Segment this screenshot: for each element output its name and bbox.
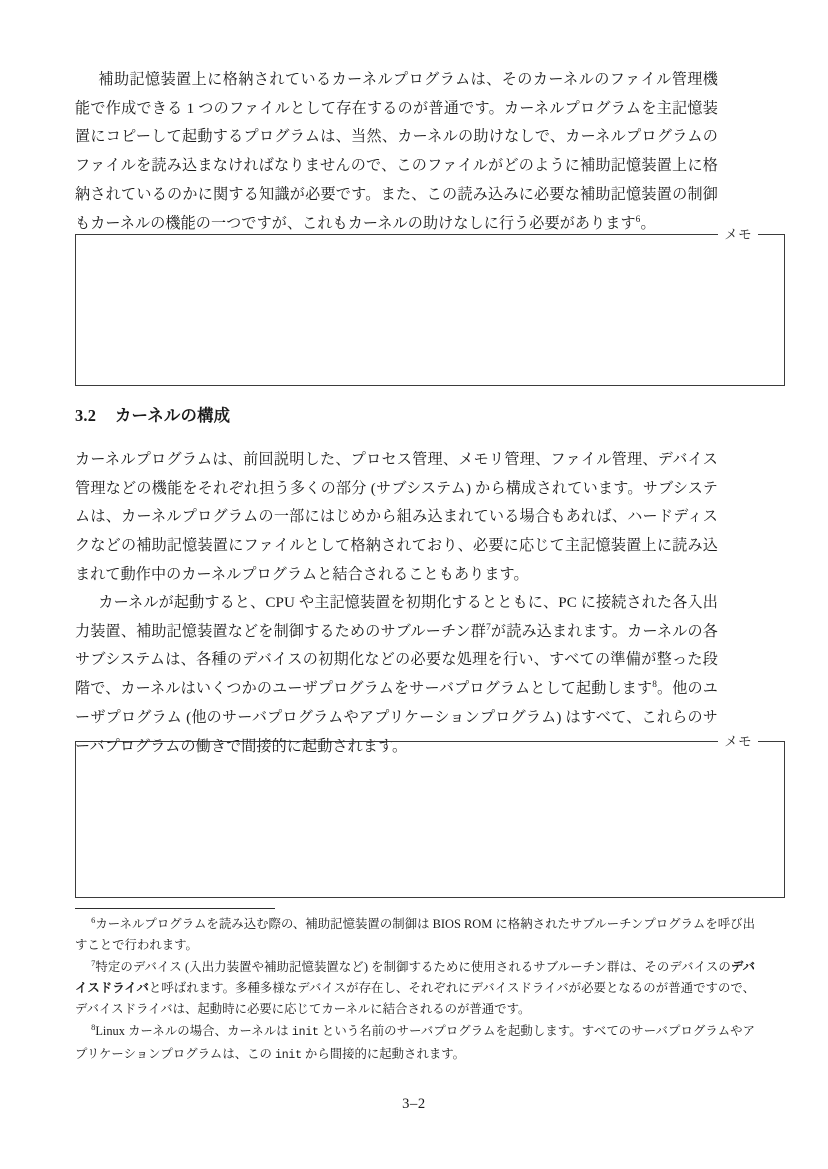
- footnote-text-run: カーネルプログラムを読み込む際の、補助記憶装置の制御は BIOS ROM に格納されたサブルーチンプログラムを呼び出すことで行われます。: [75, 917, 755, 953]
- memo-box-1[interactable]: [75, 227, 785, 386]
- paragraph-3-text-b: が読み込まれます。カーネルの各サブシステムは、各種のデバイスの初期化などの必要な処理を行い、すべての準備が整った段階で、カーネルはいくつかのユーザプログラムをサーバプログラムとして起動します: [75, 623, 718, 698]
- memo-box-2[interactable]: [75, 734, 785, 898]
- memo-box-1-label: メモ: [718, 225, 758, 244]
- footnote-separator-rule: [75, 908, 275, 909]
- footnote-mark-7: 7: [91, 958, 96, 969]
- paragraph-3-text-a: カーネルが起動すると、CPU や主記憶装置を初期化するとともに、PC に接続された各入出力装置、補助記憶装置などを制御するためのサブルーチン群: [75, 595, 718, 640]
- footnote-code-term: init: [291, 1026, 319, 1040]
- paragraph-2: カーネルプログラムは、前回説明した、プロセス管理、メモリ管理、ファイル管理、デバイス管理などの機能をそれぞれ担う多くの部分 (サブシステム) から構成されています。サブシステムは、カーネルプログラムの一部にはじめから組み込まれている場合もあれば、ハードディスクなどの補助記憶装置にファイルとして格納されており、必要に応じて主記憶装置上に読み込まれて動作中のカーネルプログラムと結合されることもあります。: [75, 452, 718, 583]
- page-number: 3–2: [402, 1096, 426, 1112]
- footnote-mark-6: 6: [91, 914, 96, 925]
- footnote-text-run: 特定のデバイス (入出力装置や補助記憶装置など) を制御するために使用されるサブルーチン群は、そのデバイスの: [95, 960, 731, 975]
- section-number: 3.2: [75, 406, 97, 425]
- footnote-bold-term: デバイスドライバ: [75, 960, 755, 996]
- footnote-text-run: から間接的に起動されます。: [301, 1046, 466, 1061]
- footnote-ref-7[interactable]: 7: [486, 622, 491, 633]
- footnote-ref-6[interactable]: 6: [635, 214, 641, 225]
- footnote-list: [75, 914, 755, 1067]
- footnote-ref-8[interactable]: 8: [652, 680, 657, 691]
- paragraph-1-tail: 。: [640, 215, 656, 232]
- footnote-text-run: という名前のサーバプログラムを起動します。すべてのサーバプログラムやアプリケーションプログラムは、この: [75, 1024, 755, 1061]
- footnote-6: [75, 914, 755, 956]
- footnote-text-run: と呼ばれます。多種多様なデバイスが存在し、それぞれにデバイスドライバが必要となるのが普通ですので、デバイスドライバは、起動時に必要に応じてカーネルに結合されるのが普通です。: [75, 981, 755, 1017]
- footnote-code-term: init: [274, 1048, 302, 1062]
- paragraph-1-text: 補助記憶装置上に格納されているカーネルプログラムは、そのカーネルのファイル管理機能で作成できる 1 つのファイルとして存在するのが普通です。カーネルプログラムを主記憶装置にコピーして起動するプログラムは、当然、カーネルの助けなしで、カーネルプログラムのファイルを読み込まなければなりませんので、このファイルがどのように補助記憶装置上に格納されているのかに関する知識が必要です。また、この読み込みに必要な補助記憶装置の制御もカーネルの機能の一つですが、これもカーネルの助けなしに行う必要があります: [75, 72, 718, 232]
- paragraph-1-block: [75, 66, 718, 238]
- footnote-7: [75, 957, 755, 1020]
- section-title: カーネルの構成: [114, 406, 231, 425]
- section-heading-block: [75, 406, 718, 426]
- paragraph-3: [75, 589, 718, 761]
- paragraph-1: [75, 66, 718, 238]
- paragraph-2-block: [75, 446, 718, 590]
- footnote-text-run: Linux カーネルの場合、カーネルは: [95, 1024, 292, 1039]
- paragraph-3-block: [75, 589, 718, 761]
- footnote-mark-8: 8: [91, 1022, 96, 1033]
- paragraph-3-text-c: 。他のユーザプログラム (他のサーバプログラムやアプリケーションプログラム) はすべて、これらのサーバプログラムの働きで間接的に起動されます。: [75, 681, 718, 755]
- section-heading: [75, 406, 718, 426]
- memo-box-2-label: メモ: [718, 732, 758, 751]
- footnote-8: [75, 1021, 755, 1065]
